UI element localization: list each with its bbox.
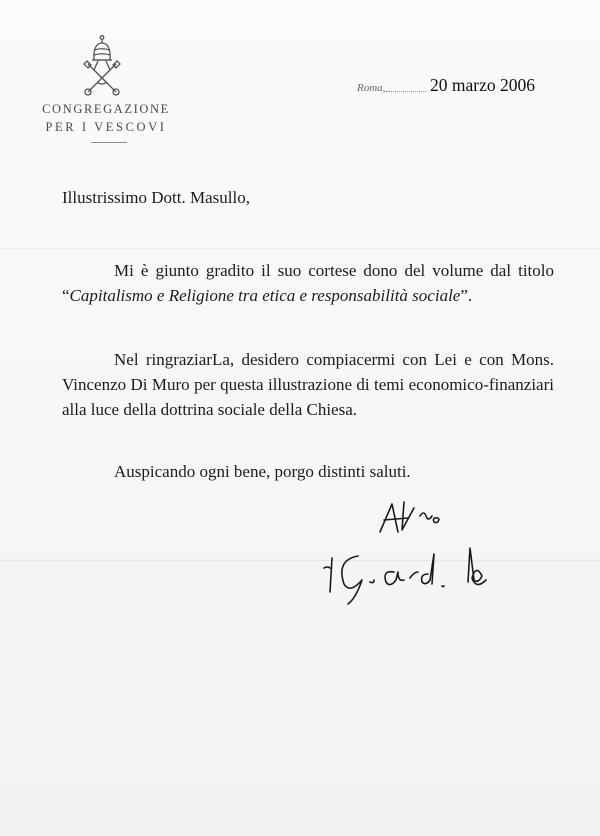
dateline-date: 20 marzo 2006	[430, 75, 535, 95]
paragraph-1	[62, 258, 554, 308]
letterhead-divider	[91, 142, 127, 143]
org-name-line2: PER I VESCOVI	[45, 120, 167, 134]
papal-keys-tiara-emblem-icon	[74, 34, 130, 96]
paragraph-2: Nel ringraziarLa, desidero compiacermi con Lei e con Mons. Vincenzo Di Muro per questa illustrazione di temi economico-finanziari alla luce della dottrina sociale della Chiesa.	[62, 350, 554, 419]
book-title: Capitalismo e Religione tra etica e responsabilità sociale	[69, 286, 461, 305]
paragraph-1-text: Mi è giunto gradito il suo cortese dono del volume dal titolo “	[62, 261, 554, 305]
org-name-line1: CONGREGAZIONE	[42, 102, 170, 116]
salutation: Illustrissimo Dott. Masullo,	[62, 188, 250, 207]
handwritten-signature-icon	[318, 496, 548, 606]
closing-line: Auspicando ogni bene, porgo distinti saluti.	[114, 462, 411, 481]
dateline-place: Roma,	[357, 82, 386, 94]
paragraph-1-end: ”.	[460, 286, 473, 305]
paper-crease	[0, 248, 600, 249]
dateline-dotted-rule	[386, 91, 426, 92]
